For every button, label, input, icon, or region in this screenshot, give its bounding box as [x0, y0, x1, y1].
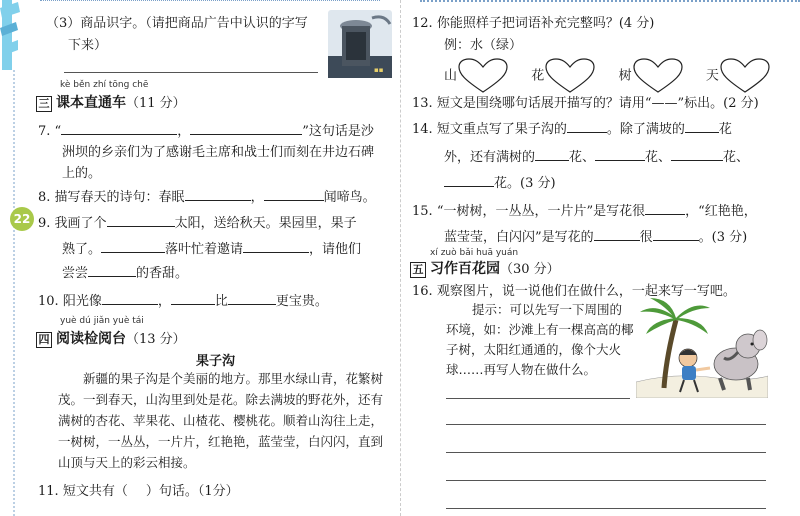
q15-text-a: “一树树，一丛丛，一片片”是写花很: [436, 204, 646, 219]
left-decorative-strip: [0, 0, 26, 516]
q9-text-3b: 的香甜。: [136, 266, 189, 281]
q12-char-tian: 天: [705, 68, 719, 84]
q8-num: 8.: [38, 190, 51, 205]
q10-text-c: 比: [214, 294, 228, 309]
q10-text-a: 阳光像: [62, 294, 102, 309]
q10-text-b: ，: [157, 294, 171, 309]
q10-blank-3[interactable]: [228, 291, 276, 305]
q11-num: 11.: [38, 484, 59, 499]
q8-blank-1[interactable]: [185, 187, 251, 201]
q9-blank-3[interactable]: [243, 239, 309, 253]
q14-text-2d: 花、: [723, 150, 750, 165]
passage-title: 果子沟: [196, 354, 236, 369]
q8-blank-2[interactable]: [264, 187, 324, 201]
q15-num: 15.: [412, 204, 433, 219]
sec3-title: 课本直通车: [56, 95, 126, 111]
q14-line3: [444, 172, 556, 191]
sec5-header: [410, 258, 560, 278]
q15-text-2c: 。(3 分): [698, 230, 748, 245]
q16-hint-4: 球……再写人物在做什么。: [446, 362, 597, 377]
q11-text-a: 短文共有（: [62, 484, 128, 499]
q3-line2: 下来）: [68, 38, 108, 53]
passage-text: 新疆的果子沟是个美丽的地方。那里水绿山青，花繁树茂。一到春天，山沟里到处是花。除去满坡的野花外，还有满树的杏花、苹果花、山楂花、樱桃花。顺着山沟往上走，一树树，一丛丛，一片片，红艳艳，蓝莹莹，白闪闪，直到山顶与天上的彩云相接。: [58, 371, 384, 470]
q9-blank-1[interactable]: [107, 213, 175, 227]
q16-hint-3: 子树，太阳红通通的，像个大火: [446, 342, 622, 357]
q8-text-a: 描写春天的诗句：春眠: [54, 190, 185, 205]
q16-hint-2: 环境，如：沙滩上有一棵高高的椰: [446, 322, 634, 337]
q7-blank-1[interactable]: [61, 121, 177, 135]
q13-num: 13.: [412, 96, 433, 111]
writing-line-2[interactable]: [446, 424, 766, 425]
q12-char-shu: 树: [618, 68, 632, 84]
q9-text-b: 太阳，送给秋天。果园里，果子: [174, 216, 357, 231]
sec4-points: （13 分）: [126, 332, 186, 347]
q16-text: 观察图片，说一说他们在做什么，一起来写一写吧。: [436, 284, 736, 299]
q15-text-b: ，“红艳艳，: [685, 204, 757, 219]
q16-num: 16.: [412, 284, 433, 299]
q9-line2: [62, 238, 361, 257]
writing-line-4[interactable]: [446, 480, 766, 481]
q7-blank-2[interactable]: [190, 121, 302, 135]
q15-text-2b: 很: [639, 230, 653, 245]
q15-line2: [444, 226, 747, 245]
writing-line-1[interactable]: [446, 398, 630, 399]
q9-text-2a: 熟了。: [62, 242, 102, 257]
q14-text-c: 花: [718, 122, 732, 137]
q9-line1: [38, 212, 357, 231]
q7-line1: [38, 120, 374, 139]
q11: [38, 480, 239, 499]
q3-line1: （3）商品识字。（请把商品广告中认识的字写: [46, 16, 308, 31]
sec3-header: [36, 92, 186, 112]
q10-blank-2[interactable]: [171, 291, 215, 305]
q14-text-2b: 花、: [569, 150, 596, 165]
q9-blank-2[interactable]: [101, 239, 165, 253]
q14-text-3: 花。(3 分): [494, 176, 556, 191]
beach-illustration: [636, 298, 768, 398]
q14-line1: [412, 118, 732, 137]
q12: [412, 12, 654, 31]
q7-open-quote: “: [54, 124, 62, 139]
q12-example: 例：水（绿）: [444, 38, 523, 53]
q15-line1: [412, 200, 757, 219]
q13: [412, 92, 759, 111]
svg-text:▪▪: ▪▪: [374, 66, 384, 74]
sec5-points: （30 分）: [500, 262, 560, 277]
q15-blank-1[interactable]: [645, 201, 685, 215]
q7-comma: ，: [177, 124, 191, 139]
heart-blank-2[interactable]: [544, 58, 596, 94]
top-dotted-rule-left: [40, 0, 380, 2]
q10-text-d: 更宝贵。: [275, 294, 328, 309]
q14-blank-6[interactable]: [444, 173, 494, 187]
q13-text: 短文是围绕哪句话展开描写的？请用“——”标出。(2 分): [436, 96, 759, 111]
q14-blank-4[interactable]: [595, 147, 645, 161]
q14-text-a: 短文重点写了果子沟的: [436, 122, 567, 137]
writing-line-5[interactable]: [446, 508, 766, 509]
q3-answer-line[interactable]: [64, 72, 318, 73]
q15-text-2a: 蓝莹莹，白闪闪”是写花的: [444, 230, 594, 245]
q7-line3: 上的。: [62, 166, 102, 181]
q12-num: 12.: [412, 16, 433, 31]
sec3-points: （11 分）: [126, 96, 186, 111]
sec4-number: 四: [36, 332, 52, 348]
q10: [38, 290, 328, 309]
sec3-number: 三: [36, 96, 52, 112]
q14-blank-5[interactable]: [671, 147, 723, 161]
q14-blank-1[interactable]: [567, 119, 607, 133]
sec4-header: [36, 328, 186, 348]
heart-blank-4[interactable]: [719, 58, 771, 94]
center-divider: [400, 0, 401, 516]
heart-blank-1[interactable]: [457, 58, 509, 94]
q9-text-2c: ，请他们: [309, 242, 362, 257]
q12-hearts-row: [444, 58, 771, 94]
q9-blank-4[interactable]: [88, 263, 136, 277]
q7-rest: ”这句话是沙: [302, 124, 374, 139]
q7-line2: 洲坝的乡亲们为了感谢毛主席和战士们而刻在井边石碑: [62, 145, 375, 160]
q9-line3: [62, 262, 188, 281]
q12-char-shan: 山: [444, 68, 458, 84]
q11-text-b: ）句话。（1分）: [145, 484, 239, 499]
q16-hint-1: 提示：可以先写一下周围的: [472, 302, 623, 317]
sec4-title: 阅读检阅台: [56, 331, 126, 347]
q9-text-3a: 尝尝: [62, 266, 89, 281]
sec5-title: 习作百花园: [430, 261, 500, 277]
q15-blank-3[interactable]: [653, 227, 699, 241]
sec4-pinyin: yuè dú jiǎn yuè tái: [60, 316, 144, 326]
q7-num: 7.: [38, 124, 51, 139]
q14-line2: [444, 146, 749, 165]
q8: [38, 186, 376, 205]
q14-num: 14.: [412, 122, 433, 137]
q14-text-2a: 外，还有满树的: [444, 150, 536, 165]
q14-blank-3[interactable]: [535, 147, 569, 161]
q14-blank-2[interactable]: [685, 119, 719, 133]
page-number-badge: 22: [10, 207, 34, 231]
sec3-pinyin: kè běn zhí tōng chē: [60, 80, 149, 90]
q9-text-2b: 落叶忙着邀请: [165, 242, 244, 257]
q12-char-hua: 花: [531, 68, 545, 84]
sec5-number: 五: [410, 262, 426, 278]
q8-text-b: ，: [250, 190, 264, 205]
q10-num: 10.: [38, 294, 59, 309]
heart-blank-3[interactable]: [632, 58, 684, 94]
q16: [412, 280, 736, 299]
top-dotted-rule-right: [420, 0, 800, 2]
q9-num: 9.: [38, 216, 51, 231]
sec5-pinyin: xí zuò bǎi huā yuán: [430, 248, 519, 258]
q12-text: 你能照样子把词语补充完整吗？(4 分): [436, 16, 655, 31]
q14-text-2c: 花、: [645, 150, 672, 165]
q9-text-a: 我画了个: [54, 216, 107, 231]
q10-blank-1[interactable]: [102, 291, 158, 305]
q14-text-b: 。除了满坡的: [606, 122, 685, 137]
q15-blank-2[interactable]: [594, 227, 640, 241]
product-ad-image: [328, 10, 392, 78]
writing-line-3[interactable]: [446, 452, 766, 453]
q8-text-c: 闻啼鸟。: [323, 190, 376, 205]
